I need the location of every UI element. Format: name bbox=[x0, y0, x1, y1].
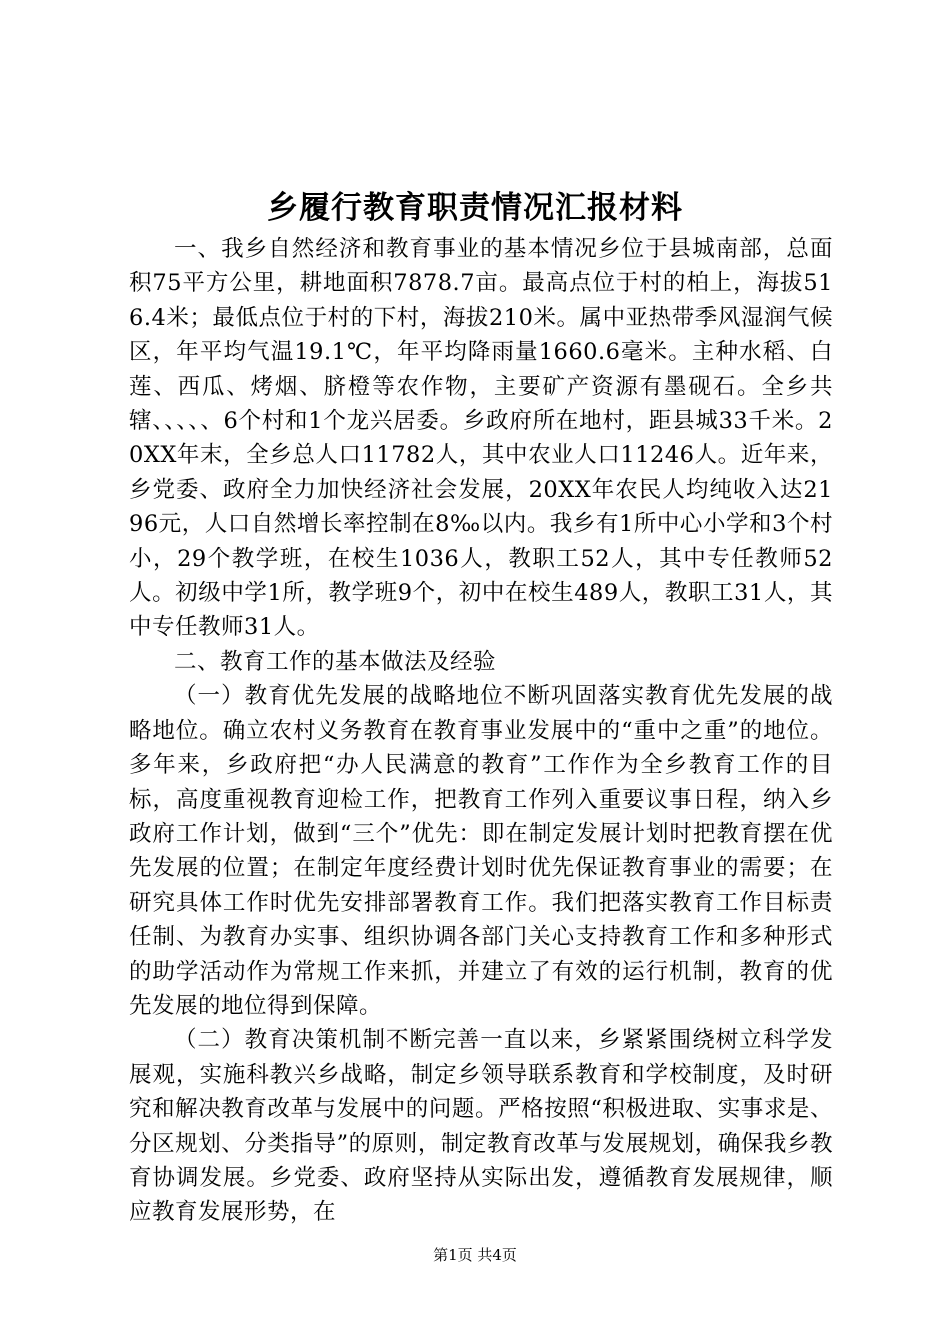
page-footer: 第1页 共4页 bbox=[433, 1246, 517, 1264]
paragraph-basic-situation: 一、我乡自然经济和教育事业的基本情况乡位于县城南部，总面积75平方公里，耕地面积7878.7亩。最高点位于村的柏上，海拔516.4米；最低点位于村的下村，海拔210米。属中亚热带季风湿润气候区，年平均气温19.1℃，年平均降雨量1660.6毫米。主种水稻、白莲、西瓜、烤烟、脐橙等农作物，主要矿产资源有墨砚石。全乡共辖、、、、、6个村和1个龙兴居委。乡政府所在地村，距县城33千米。20XX年末，全乡总人口11782人，其中农业人口11246人。近年来，乡党委、政府全力加快经济社会发展，20XX年农民人均纯收入达2196元，人口自然增长率控制在8‰以内。我乡有1所中心小学和3个村小，29个教学班，在校生1036人，教职工52人，其中专任教师52人。初级中学1所，教学班9个，初中在校生489人，教职工31人，其中专任教师31人。 bbox=[129, 236, 833, 641]
document-body bbox=[129, 232, 833, 1230]
paragraph-decision-mechanism: （二）教育决策机制不断完善一直以来，乡紧紧围绕树立科学发展观，实施科教兴乡战略，制定乡领导联系教育和学校制度，及时研究和解决教育改革与发展中的问题。严格按照“积极进取、实事求是、分区规划、分类指导”的原则，制定教育改革与发展规划，确保我乡教育协调发展。乡党委、政府坚持从实际出发，遵循教育发展规律，顺应教育发展形势，在 bbox=[129, 1027, 833, 1226]
paragraph-priority-development: （一）教育优先发展的战略地位不断巩固落实教育优先发展的战略地位。确立农村义务教育在教育事业发展中的“重中之重”的地位。多年来，乡政府把“办人民满意的教育”工作作为全乡教育工作的目标，高度重视教育迎检工作，把教育工作列入重要议事日程，纳入乡政府工作计划，做到“三个”优先：即在制定发展计划时把教育摆在优先发展的位置；在制定年度经费计划时优先保证教育事业的需要；在研究具体工作时优先安排部署教育工作。我们把落实教育工作目标责任制、为教育办实事、组织协调各部门关心支持教育工作和多种形式的助学活动作为常规工作来抓，并建立了有效的运行机制，教育的优先发展的地位得到保障。 bbox=[129, 683, 833, 1019]
document-title: 乡履行教育职责情况汇报材料 bbox=[267, 190, 683, 226]
paragraph-section-heading-2: 二、教育工作的基本做法及经验 bbox=[174, 648, 497, 675]
